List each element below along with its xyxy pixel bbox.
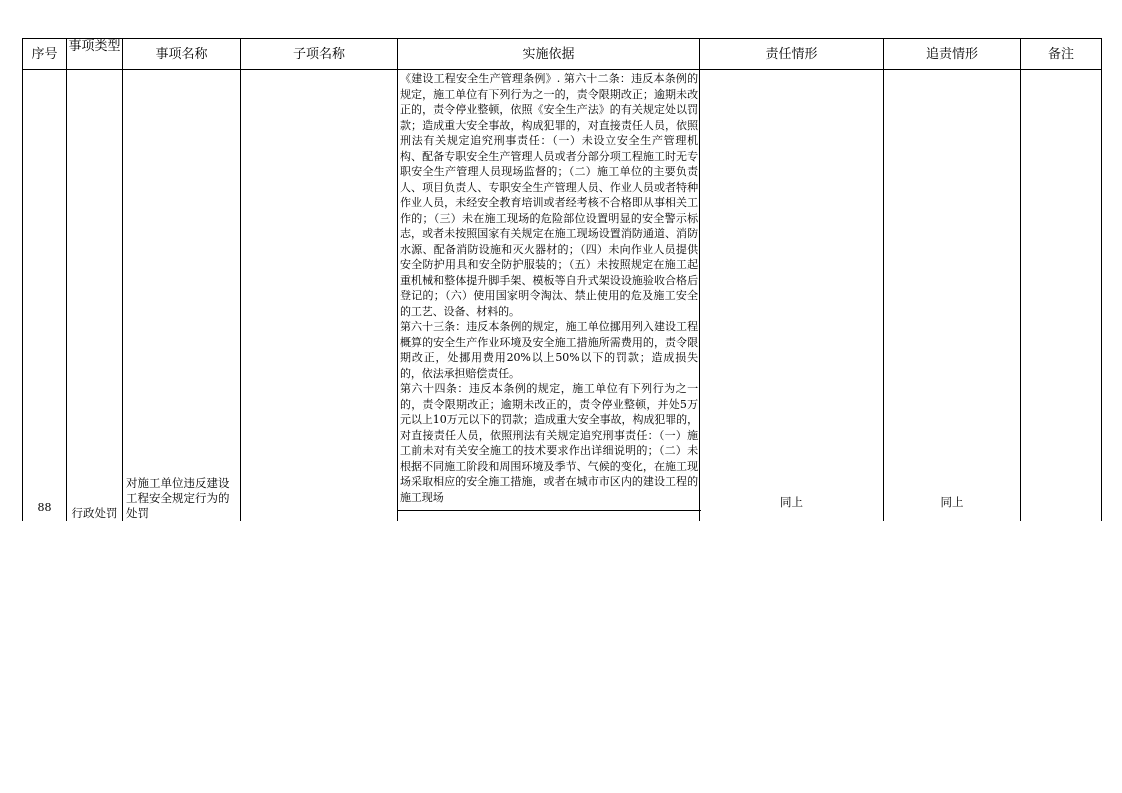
cell-number (23, 70, 67, 522)
basis-paragraph-64: 第六十四条：违反本条例的规定，施工单位有下列行为之一的，责令限期改正；逾期未改正的，责令停业整顿，并处5万元以上10万元以下的罚款；造成重大安全事故，构成犯罪的，对直接责任人员，依照刑法有关规定追究刑事责任：（一）施工前未对有关安全施工的技术要求作出详细说明的；（二）未根据不同施工阶段和周围环境及季节、气候的变化，在施工现场采取相应的安全施工措施，或者在城市市区内的建设工程的施工现场 (400, 382, 698, 504)
row-number: 88 (37, 501, 52, 514)
matters-table (22, 38, 1102, 521)
header-remark: 备注 (1021, 39, 1102, 70)
header-basis: 实施依据 (398, 39, 700, 70)
table-row (23, 70, 1102, 522)
header-responsibility: 责任情形 (700, 39, 884, 70)
basis-paragraph-62: 《建设工程安全生产管理条例》. 第六十二条：违反本条例的规定，施工单位有下列行为之一的，责令限期改正；逾期未改正的，责令停业整顿，依照《安全生产法》的有关规定处以罚款；造成重大安全事故，构成犯罪的，对直接责任人员，依照刑法有关规定追究刑事责任：（一）未设立安全生产管理机构、配备专职安全生产管理人员或者分部分项工程施工时无专职安全生产管理人员现场监督的；（二）施工单位的主要负责人、项目负责人、专职安全生产管理人员、作业人员或者特种作业人员，未经安全教育培训或者经考核不合格即从事相关工作的；（三）未在施工现场的危险部位设置明显的安全警示标志，或者未按照国家有关规定在施工现场设置消防通道、消防水源、配备消防设施和灭火器材的；（四）未向作业人员提供安全防护用具和安全防护服装的；（五）未按照规定在施工起重机械和整体提升脚手架、模板等自升式架设设施验收合格后登记的；（六）使用国家明令淘汰、禁止使用的危及施工安全的工艺、设备、材料的。 (400, 72, 698, 318)
basis-cell-bottom-border (398, 510, 701, 511)
header-row (23, 39, 1102, 70)
cell-basis (398, 70, 700, 522)
cell-remark (1021, 70, 1102, 522)
header-number: 序号 (23, 39, 67, 70)
row-name: 对施工单位违反建设工程安全规定行为的处罚 (126, 476, 230, 520)
cell-name (123, 70, 241, 522)
header-name: 事项名称 (123, 39, 241, 70)
header-accountability: 追责情形 (884, 39, 1021, 70)
basis-text (398, 70, 699, 505)
cell-type (67, 70, 123, 522)
cell-responsibility (700, 70, 884, 522)
basis-paragraph-63: 第六十三条：违反本条例的规定，施工单位挪用列入建设工程概算的安全生产作业环境及安全施工措施所需费用的，责令限期改正，处挪用费用20%以上50%以下的罚款；造成损失的，依法承担赔偿责任。 (400, 320, 698, 380)
cell-sub-name (241, 70, 398, 522)
cell-accountability (884, 70, 1021, 522)
row-accountability: 同上 (940, 495, 964, 509)
header-sub-name: 子项名称 (241, 39, 398, 70)
row-responsibility: 同上 (780, 495, 803, 509)
header-type: 事项类型 (67, 39, 123, 70)
row-type: 行政处罚 (71, 506, 118, 520)
